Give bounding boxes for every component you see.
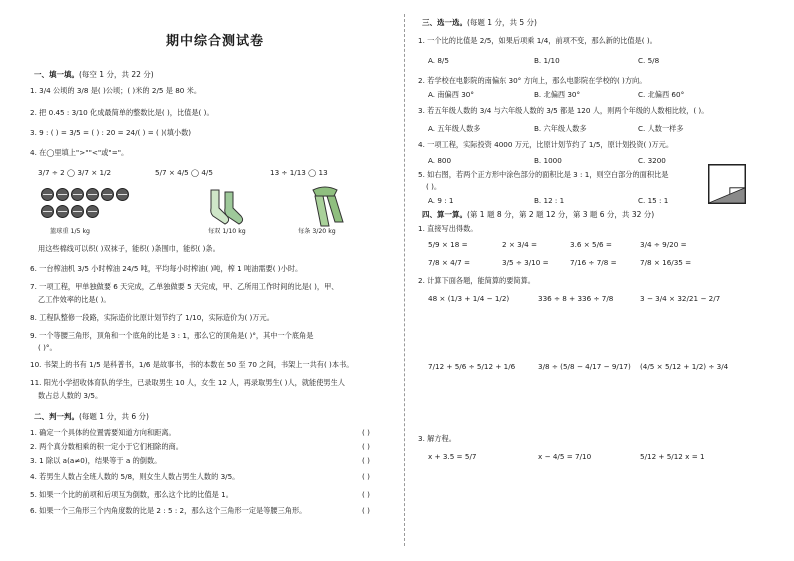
choice-4-option-c[interactable]: C. 3200 (638, 156, 666, 165)
question-7a: 7. 一项工程，甲单独做要 6 天完成，乙单独做要 5 天完成，甲、乙所用工作时间的比是( )，甲、 (30, 282, 339, 291)
choice-1-option-b[interactable]: B. 1/10 (534, 56, 560, 65)
calc-1-item: 3/4 ÷ 9/20 = (640, 240, 687, 249)
section-2-note: (每题 1 分，共 6 分) (79, 412, 149, 421)
calc-1-item: 2 × 3/4 = (502, 240, 538, 249)
question-4: 4. 在◯里填上">""<"或"="。 (30, 148, 129, 157)
question-5-text: 用这些棉线可以织( )双袜子，能织( )条围巾，能织( )条。 (38, 244, 220, 253)
section-1-note: (每空 1 分，共 22 分) (79, 70, 154, 79)
section-1-header (34, 70, 154, 79)
calc-1-item: 5/9 × 18 = (428, 240, 468, 249)
section-1-title: 一、填一填。 (34, 70, 79, 79)
calc-2-item: (4/5 × 5/12 + 1/2) ÷ 3/4 (640, 362, 729, 371)
answer-paren[interactable]: ( ) (362, 490, 370, 499)
basketball-icon (41, 205, 54, 218)
answer-paren[interactable]: ( ) (362, 428, 370, 437)
choice-1: 1. 一个比的比值是 2/5，如果后项乘 1/4，前项不变，那么新的比值是( )。 (418, 36, 657, 45)
basketball-icon (56, 205, 69, 218)
choice-2-option-c[interactable]: C. 北偏西 60° (638, 90, 685, 99)
choice-4-option-a[interactable]: A. 800 (428, 156, 452, 165)
basketball-icon (71, 205, 84, 218)
choice-3: 3. 若五年级人数的 3/4 与六年级人数的 3/5 都是 120 人，则两个年级的人数相比较，( )。 (418, 106, 709, 115)
answer-paren[interactable]: ( ) (362, 456, 370, 465)
question-11a: 11. 阳光小学招收体育队的学生，已录取男生 10 人，女生 12 人，再录取男生( )人，就能使男生人 (30, 378, 345, 387)
calc-2-item: 3 − 3/4 × 32/21 − 2/7 (640, 294, 721, 303)
question-6: 6. 一台榨油机 3/5 小时榨油 24/5 吨，平均每小时榨油( )吨，榨 1 吨油需要( )小时。 (30, 264, 303, 273)
choice-4: 4. 一项工程，实际投资 4000 万元，比原计划节约了 1/5，原计划投资( )万元。 (418, 140, 674, 149)
page-title: 期中综合测试卷 (165, 34, 264, 49)
question-8: 8. 工程队整修一段路，实际造价比原计划节约了 1/10，实际造价为( )万元。 (30, 313, 274, 322)
scarf-icon (305, 186, 345, 228)
judge-item-4: 4. 若男生人数占全班人数的 5/8，则女生人数占男生人数的 3/5。 (30, 472, 240, 481)
choice-5a: 5. 如右图，若两个正方形中涂色部分的面积比是 3 : 1，则空白部分的面积比是 (418, 170, 669, 179)
choice-5-option-b[interactable]: B. 12 : 1 (534, 196, 565, 205)
choice-5b: ( )。 (426, 182, 442, 191)
calc-1-title: 1. 直接写出得数。 (418, 224, 478, 233)
right-column (418, 0, 770, 561)
question-1: 1. 3/4 公顷的 3/8 是( )公顷；( )米的 2/5 是 80 米。 (30, 86, 202, 95)
calc-2-item: 7/12 + 5/6 ÷ 5/12 + 1/6 (428, 362, 516, 371)
basketball-icon (56, 188, 69, 201)
basketball-icon (101, 188, 114, 201)
column-divider (404, 14, 405, 546)
answer-paren[interactable]: ( ) (362, 442, 370, 451)
question-3: 3. 9 : ( ) = 3/5 = ( ) : 20 = 24/( ) = ( )(填小数) (30, 128, 192, 137)
basketball-icon (71, 188, 84, 201)
q4-item-1: 3/7 ÷ 2 ◯ 3/7 × 1/2 (38, 168, 112, 177)
q4-item-2: 5/7 × 4/5 ◯ 4/5 (155, 168, 213, 177)
basketball-icon (86, 205, 99, 218)
basketball-icon (41, 188, 54, 201)
basketballs-illustration (40, 187, 132, 221)
question-2: 2. 把 0.45 : 3/10 化成最简单的整数比是( )，比值是( )。 (30, 108, 214, 117)
section-3-title: 三、选一选。 (422, 18, 467, 27)
equation-item: x + 3.5 = 5/7 (428, 452, 477, 461)
question-9b: ( )°。 (38, 343, 57, 352)
choice-3-option-a[interactable]: A. 五年级人数多 (428, 124, 481, 133)
choice-4-option-b[interactable]: B. 1000 (534, 156, 562, 165)
calc-2-title: 2. 计算下面各题，能简算的要简算。 (418, 276, 535, 285)
answer-paren[interactable]: ( ) (362, 506, 370, 515)
calc-2-item: 48 × (1/3 + 1/4 − 1/2) (428, 294, 510, 303)
judge-item-5: 5. 如果一个比的前项和后项互为倒数，那么这个比的比值是 1。 (30, 490, 233, 499)
squares-figure (708, 164, 746, 204)
equation-item: 5/12 + 5/12 x = 1 (640, 452, 705, 461)
choice-5-option-a[interactable]: A. 9 : 1 (428, 196, 454, 205)
scarf-caption: 每条 3/20 kg (298, 228, 336, 235)
choice-3-option-b[interactable]: B. 六年级人数多 (534, 124, 587, 133)
choice-1-option-a[interactable]: A. 8/5 (428, 56, 449, 65)
calc-1-item: 7/16 ÷ 7/8 = (570, 258, 617, 267)
calc-1-item: 3.6 × 5/6 = (570, 240, 612, 249)
judge-item-2: 2. 两个真分数相乘的积一定小于它们相除的商。 (30, 442, 183, 451)
question-9a: 9. 一个等腰三角形，顶角和一个底角的比是 3 : 1，那么它的顶角是( )°，其中一个底角是 (30, 331, 314, 340)
calc-2-item: 336 ÷ 8 + 336 ÷ 7/8 (538, 294, 614, 303)
left-column (30, 0, 400, 561)
socks-caption: 每双 1/10 kg (208, 228, 246, 235)
section-2-header (34, 412, 149, 421)
section-4-note: (第 1 题 8 分，第 2 题 12 分，第 3 题 6 分，共 32 分) (467, 210, 655, 219)
section-4-header (422, 210, 654, 219)
calc-2-item: 3/8 ÷ (5/8 − 4/17 − 9/17) (538, 362, 631, 371)
equation-item: x − 4/5 = 7/10 (538, 452, 592, 461)
choice-2-option-b[interactable]: B. 北偏西 30° (534, 90, 581, 99)
calc-1-item: 3/5 ÷ 3/10 = (502, 258, 549, 267)
basketball-icon (86, 188, 99, 201)
basketball-icon (116, 188, 129, 201)
choice-2-option-a[interactable]: A. 南偏西 30° (428, 90, 474, 99)
calc-1-item: 7/8 × 16/35 = (640, 258, 692, 267)
question-11b: 数占总人数的 3/5。 (38, 391, 103, 400)
answer-paren[interactable]: ( ) (362, 472, 370, 481)
judge-item-6: 6. 如果一个三角形三个内角度数的比是 2 : 5 : 2，那么这个三角形一定是等腰三角形。 (30, 506, 307, 515)
judge-item-1: 1. 确定一个具体的位置需要知道方向和距离。 (30, 428, 176, 437)
section-3-note: (每题 1 分，共 5 分) (467, 18, 537, 27)
section-4-title: 四、算一算。 (422, 210, 467, 219)
calc-3-title: 3. 解方程。 (418, 434, 456, 443)
choice-2: 2. 若学校在电影院的南偏东 30° 方向上，那么电影院在学校的( )方向。 (418, 76, 647, 85)
question-10: 10. 书架上的书有 1/5 是科普书，1/6 是故事书，书的本数在 50 至 70 之间，书架上一共有( )本书。 (30, 360, 354, 369)
balls-caption: 篮球重 1/5 kg (50, 228, 90, 235)
section-2-title: 二、判一判。 (34, 412, 79, 421)
socks-icon (205, 188, 247, 226)
calc-1-item: 7/8 × 4/7 = (428, 258, 471, 267)
q4-item-3: 13 ÷ 1/13 ◯ 13 (270, 168, 328, 177)
choice-1-option-c[interactable]: C. 5/8 (638, 56, 660, 65)
choice-3-option-c[interactable]: C. 人数一样多 (638, 124, 684, 133)
section-3-header (422, 18, 537, 27)
question-7b: 乙工作效率的比是( )。 (38, 295, 111, 304)
judge-item-3: 3. 1 除以 a(a≠0)，结果等于 a 的倒数。 (30, 456, 162, 465)
choice-5-option-c[interactable]: C. 15 : 1 (638, 196, 669, 205)
